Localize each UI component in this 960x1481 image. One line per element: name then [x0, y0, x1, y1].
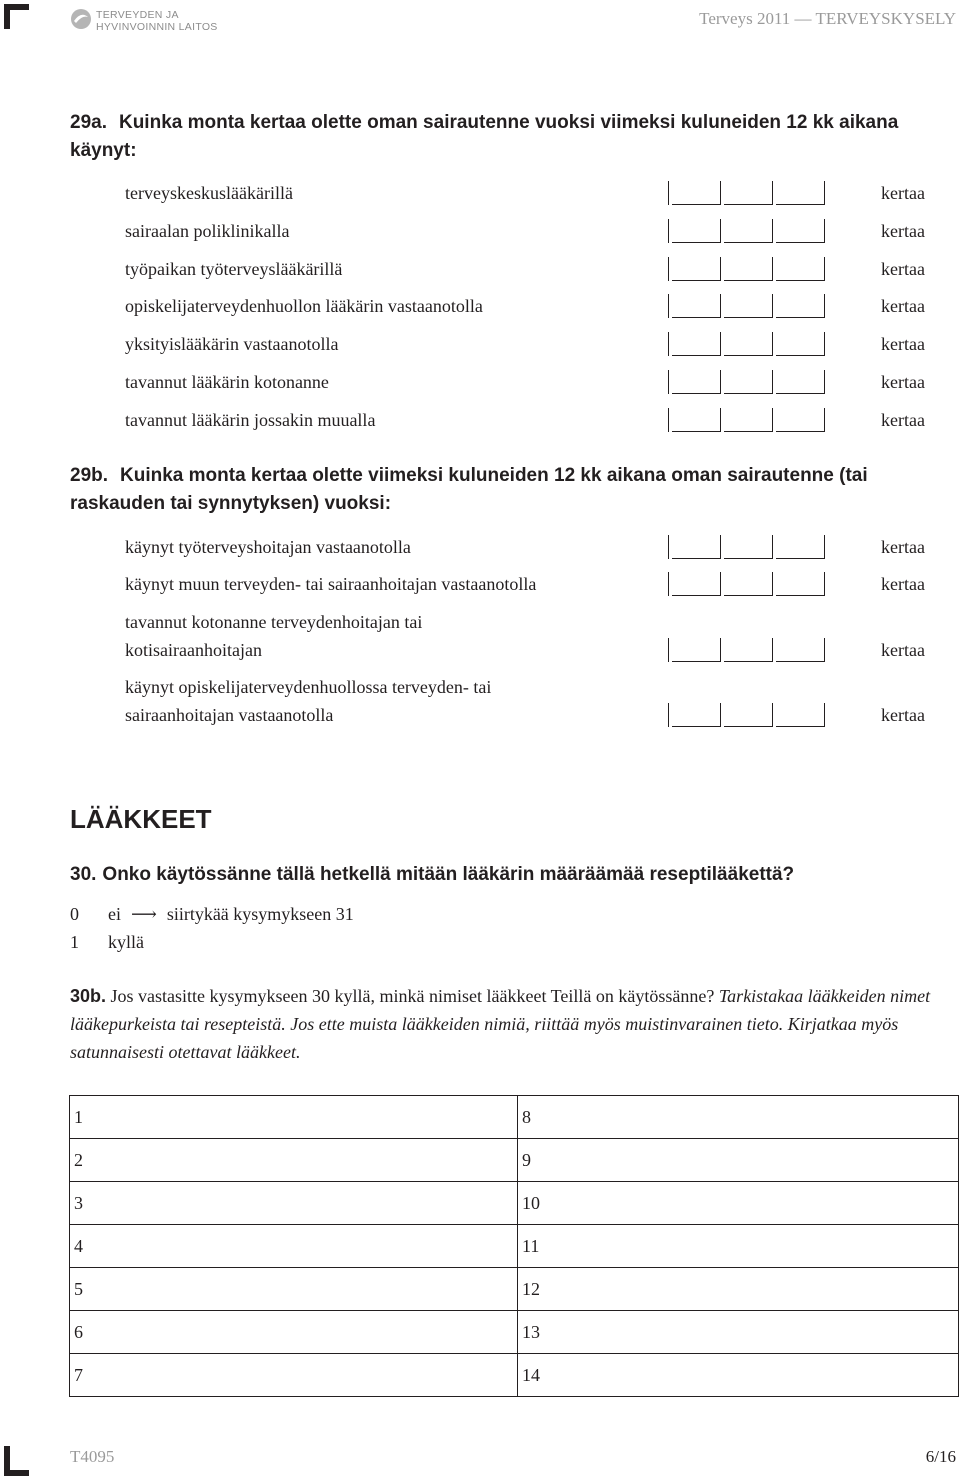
- medicine-cell[interactable]: [518, 1182, 959, 1225]
- question-30-title: [70, 861, 940, 889]
- unit-label: kertaa: [881, 334, 925, 354]
- medicine-cell[interactable]: [70, 1182, 518, 1225]
- table-row: [70, 1182, 959, 1225]
- count-input-boxes[interactable]: [668, 181, 825, 205]
- medicine-cell[interactable]: [70, 1139, 518, 1182]
- list-item: [125, 608, 925, 664]
- table-row: [70, 1139, 959, 1182]
- row-number: 10: [522, 1192, 540, 1213]
- medicine-cell[interactable]: [70, 1354, 518, 1397]
- section-title-medicines: LÄÄKKEET: [70, 804, 212, 834]
- list-item: [125, 673, 925, 729]
- unit-label: kertaa: [881, 221, 925, 241]
- row-number: 11: [522, 1235, 540, 1256]
- unit-label: kertaa: [881, 296, 925, 316]
- medicine-cell[interactable]: [518, 1311, 959, 1354]
- item-label: sairaalan poliklinikalla: [125, 221, 290, 241]
- option-label: ei: [108, 904, 121, 924]
- count-input-boxes[interactable]: [668, 408, 825, 432]
- unit-label: kertaa: [881, 410, 925, 430]
- count-input-boxes[interactable]: [668, 257, 825, 281]
- question-number: 29a.: [70, 112, 107, 133]
- medicine-cell[interactable]: [518, 1096, 959, 1139]
- thl-logo-icon: [70, 8, 92, 30]
- unit-label: kertaa: [881, 372, 925, 392]
- item-label-line2: sairaanhoitajan vastaanotolla: [125, 705, 334, 725]
- row-number: 3: [74, 1192, 83, 1213]
- row-number: 8: [522, 1106, 531, 1127]
- medicine-cell[interactable]: [518, 1225, 959, 1268]
- arrow-right-icon: ⟶: [131, 904, 157, 924]
- medicine-cell[interactable]: [70, 1268, 518, 1311]
- row-number: 13: [522, 1321, 540, 1342]
- medicine-cell[interactable]: [518, 1139, 959, 1182]
- answer-option-yes[interactable]: [70, 929, 144, 955]
- corner-mark-top-left-vertical: [4, 4, 10, 29]
- question-text: Onko käytössänne tällä hetkellä mitään lääkärin määräämää reseptilääkettä?: [102, 864, 795, 885]
- unit-label: kertaa: [881, 259, 925, 279]
- medicine-cell[interactable]: [70, 1311, 518, 1354]
- option-code: 1: [70, 932, 79, 952]
- question-text: Jos vastasitte kysymykseen 30 kyllä, minkä nimiset lääkkeet Teillä on käytössänne?: [110, 986, 715, 1006]
- count-input-boxes[interactable]: [668, 572, 825, 596]
- table-row: [70, 1354, 959, 1397]
- question-text: Kuinka monta kertaa olette viimeksi kuluneiden 12 kk aikana oman sairautenne (tai raskauden tai synnytyksen) vuoksi:: [70, 465, 868, 514]
- count-input-boxes[interactable]: [668, 332, 825, 356]
- page-number: 6/16: [925, 1447, 956, 1466]
- row-number: 6: [74, 1321, 83, 1342]
- unit-label: kertaa: [881, 705, 925, 725]
- table-row: [70, 1225, 959, 1268]
- medicine-cell[interactable]: [70, 1096, 518, 1139]
- survey-title: Terveys 2011 — TERVEYSKYSELY: [699, 9, 956, 28]
- item-label: työpaikan työterveyslääkärillä: [125, 259, 343, 279]
- item-label: tavannut lääkärin jossakin muualla: [125, 410, 376, 430]
- question-text: Kuinka monta kertaa olette oman sairautenne vuoksi viimeksi kuluneiden 12 kk aikana käynyt:: [70, 112, 899, 161]
- medicine-table: [69, 1095, 959, 1397]
- count-input-boxes[interactable]: [668, 638, 825, 662]
- medicine-cell[interactable]: [518, 1354, 959, 1397]
- question-number: 30b.: [70, 986, 107, 1006]
- row-number: 9: [522, 1149, 531, 1170]
- count-input-boxes[interactable]: [668, 703, 825, 727]
- table-row: [70, 1268, 959, 1311]
- row-number: 4: [74, 1235, 83, 1256]
- question-number: 30.: [70, 864, 97, 885]
- question-29a-title: [70, 109, 940, 165]
- question-30b: [70, 982, 950, 1066]
- question-number: 29b.: [70, 465, 109, 486]
- item-label: yksityislääkärin vastaanotolla: [125, 334, 339, 354]
- unit-label: kertaa: [881, 640, 925, 660]
- count-input-boxes[interactable]: [668, 294, 825, 318]
- count-input-boxes[interactable]: [668, 370, 825, 394]
- item-label-line2: kotisairaanhoitajan: [125, 640, 262, 660]
- row-number: 7: [74, 1364, 83, 1385]
- medicine-cell[interactable]: [518, 1268, 959, 1311]
- option-code: 0: [70, 904, 79, 924]
- item-label-line1: tavannut kotonanne terveydenhoitajan tai: [125, 612, 423, 632]
- item-label: käynyt muun terveyden- tai sairaanhoitajan vastaanotolla: [125, 574, 537, 594]
- question-instruction: Tarkistakaa lääkkeiden nimet lääkepurkeista tai resepteistä. Jos ette muista lääkkeiden nimiä, riittää myös muistinvarainen tieto. Kirjatkaa myös satunnaisesti otettavat lääkkeet.: [70, 986, 931, 1062]
- option-label: kyllä: [108, 932, 144, 952]
- answer-option-no[interactable]: [70, 901, 354, 927]
- row-number: 1: [74, 1106, 83, 1127]
- row-number: 2: [74, 1149, 83, 1170]
- org-name-line2: HYVINVOINNIN LAITOS: [96, 21, 218, 33]
- item-label-line1: käynyt opiskelijaterveydenhuollossa terveyden- tai: [125, 677, 492, 697]
- row-number: 14: [522, 1364, 540, 1385]
- unit-label: kertaa: [881, 183, 925, 203]
- medicine-cell[interactable]: [70, 1225, 518, 1268]
- item-label: opiskelijaterveydenhuollon lääkärin vastaanotolla: [125, 296, 483, 316]
- question-29b-title: [70, 462, 940, 518]
- count-input-boxes[interactable]: [668, 535, 825, 559]
- org-logo: [70, 6, 230, 34]
- skip-instruction: siirtykää kysymykseen 31: [166, 904, 354, 924]
- org-name-line1: TERVEYDEN JA: [96, 9, 179, 21]
- table-row: [70, 1096, 959, 1139]
- row-number: 5: [74, 1278, 83, 1299]
- corner-mark-bottom-left-vertical: [4, 1446, 10, 1476]
- unit-label: kertaa: [881, 574, 925, 594]
- row-number: 12: [522, 1278, 540, 1299]
- item-label: käynyt työterveyshoitajan vastaanotolla: [125, 537, 411, 557]
- table-row: [70, 1311, 959, 1354]
- item-label: terveyskeskuslääkärillä: [125, 183, 293, 203]
- unit-label: kertaa: [881, 537, 925, 557]
- form-code: T4095: [70, 1447, 115, 1466]
- item-label: tavannut lääkärin kotonanne: [125, 372, 329, 392]
- count-input-boxes[interactable]: [668, 219, 825, 243]
